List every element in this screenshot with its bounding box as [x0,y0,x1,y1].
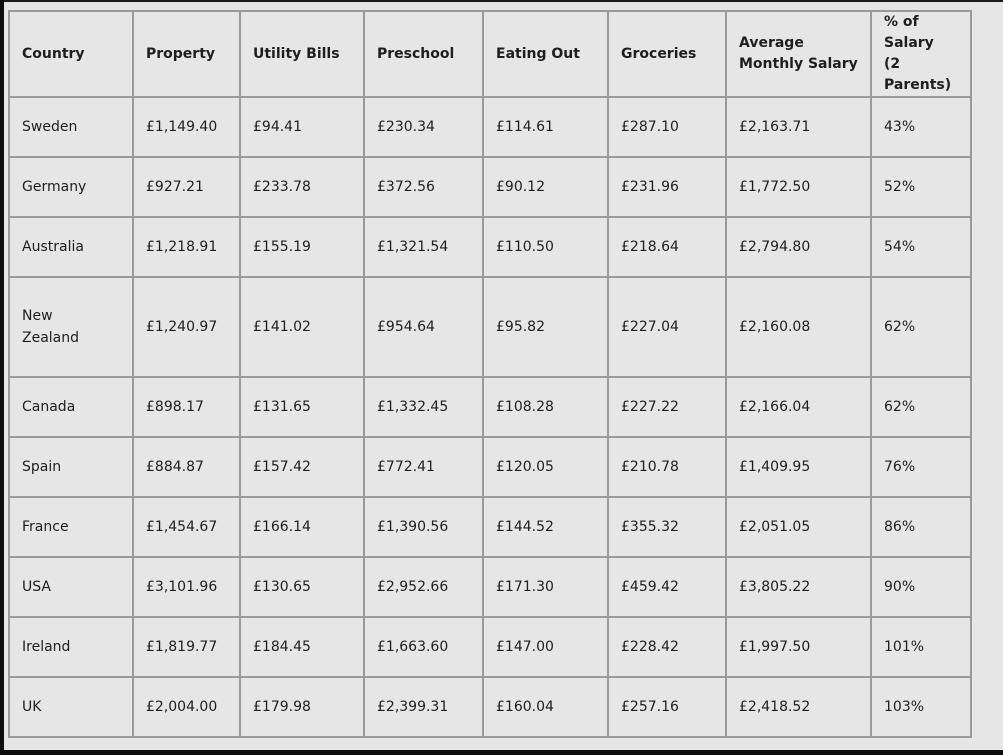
cell-preschool: £2,399.31 [364,677,483,737]
cell-groceries: £228.42 [608,617,726,677]
cell-eating-out: £90.12 [483,157,608,217]
cell-utility-bills: £184.45 [240,617,364,677]
cell-avg-monthly-salary: £2,051.05 [726,497,871,557]
cell-utility-bills: £130.65 [240,557,364,617]
header-row [9,11,971,97]
cell-pct-salary: 76% [871,437,971,497]
cell-avg-monthly-salary: £1,997.50 [726,617,871,677]
header-country: Country [9,11,133,97]
header-pct-line-2: (2 Parents) [884,56,952,93]
cell-avg-monthly-salary: £2,160.08 [726,277,871,377]
cell-avg-monthly-salary: £3,805.22 [726,557,871,617]
table-row [9,677,971,737]
header-avg-monthly-salary [726,11,871,97]
cell-utility-bills: £131.65 [240,377,364,437]
header-utility-bills: Utility Bills [240,11,364,97]
document-page [4,2,1003,750]
cell-country: Ireland [9,617,133,677]
header-pct-salary [871,11,971,97]
cell-preschool: £1,321.54 [364,217,483,277]
cell-property: £927.21 [133,157,240,217]
cell-eating-out: £110.50 [483,217,608,277]
cell-country: Sweden [9,97,133,157]
cell-country: Australia [9,217,133,277]
table-row [9,557,971,617]
cell-pct-salary: 90% [871,557,971,617]
cell-country: Canada [9,377,133,437]
cell-eating-out: £108.28 [483,377,608,437]
table-row [9,437,971,497]
cell-country [9,277,133,377]
cell-preschool: £1,390.56 [364,497,483,557]
childcare-cost-table [8,10,972,738]
cell-country: USA [9,557,133,617]
cell-utility-bills: £155.19 [240,217,364,277]
cell-eating-out: £95.82 [483,277,608,377]
cell-utility-bills: £94.41 [240,97,364,157]
table-row [9,217,971,277]
cell-eating-out: £120.05 [483,437,608,497]
cell-property: £884.87 [133,437,240,497]
cell-eating-out: £114.61 [483,97,608,157]
cell-utility-bills: £166.14 [240,497,364,557]
table-row [9,377,971,437]
table-row [9,97,971,157]
cell-preschool: £2,952.66 [364,557,483,617]
cell-eating-out: £160.04 [483,677,608,737]
country-line-2: Zealand [22,330,80,346]
cell-preschool: £954.64 [364,277,483,377]
cell-pct-salary: 101% [871,617,971,677]
cell-property: £3,101.96 [133,557,240,617]
header-eating-out: Eating Out [483,11,608,97]
cell-pct-salary: 52% [871,157,971,217]
cell-property: £2,004.00 [133,677,240,737]
cell-groceries: £355.32 [608,497,726,557]
cell-avg-monthly-salary: £2,163.71 [726,97,871,157]
cell-eating-out: £144.52 [483,497,608,557]
cell-avg-monthly-salary: £2,166.04 [726,377,871,437]
cell-pct-salary: 62% [871,277,971,377]
table-row [9,617,971,677]
cell-country: Spain [9,437,133,497]
cell-avg-monthly-salary: £2,418.52 [726,677,871,737]
header-pct-line-1: % of Salary [884,14,934,51]
cell-pct-salary: 86% [871,497,971,557]
cell-avg-monthly-salary: £2,794.80 [726,217,871,277]
table-row [9,277,971,377]
cell-eating-out: £171.30 [483,557,608,617]
header-groceries: Groceries [608,11,726,97]
cell-groceries: £210.78 [608,437,726,497]
table-row [9,157,971,217]
cell-eating-out: £147.00 [483,617,608,677]
cell-utility-bills: £233.78 [240,157,364,217]
cell-property: £1,819.77 [133,617,240,677]
cell-groceries: £231.96 [608,157,726,217]
cell-property: £1,454.67 [133,497,240,557]
header-preschool: Preschool [364,11,483,97]
cell-pct-salary: 62% [871,377,971,437]
table-row [9,497,971,557]
cell-groceries: £227.04 [608,277,726,377]
cell-utility-bills: £179.98 [240,677,364,737]
cell-property: £898.17 [133,377,240,437]
cell-pct-salary: 103% [871,677,971,737]
cell-groceries: £257.16 [608,677,726,737]
cell-property: £1,218.91 [133,217,240,277]
cell-preschool: £1,663.60 [364,617,483,677]
cell-groceries: £287.10 [608,97,726,157]
cell-property: £1,240.97 [133,277,240,377]
cell-groceries: £459.42 [608,557,726,617]
header-property: Property [133,11,240,97]
cell-preschool: £1,332.45 [364,377,483,437]
cell-pct-salary: 43% [871,97,971,157]
header-salary-line-2: Monthly Salary [739,56,858,72]
cell-groceries: £218.64 [608,217,726,277]
cell-property: £1,149.40 [133,97,240,157]
cell-country: Germany [9,157,133,217]
cell-preschool: £772.41 [364,437,483,497]
cell-avg-monthly-salary: £1,772.50 [726,157,871,217]
cell-utility-bills: £141.02 [240,277,364,377]
screen-edge-bottom [0,750,1003,755]
cell-country: France [9,497,133,557]
cell-utility-bills: £157.42 [240,437,364,497]
cell-avg-monthly-salary: £1,409.95 [726,437,871,497]
cell-preschool: £230.34 [364,97,483,157]
cell-pct-salary: 54% [871,217,971,277]
header-salary-line-1: Average [739,35,804,51]
country-line-1: New [22,308,53,324]
cell-country: UK [9,677,133,737]
cell-preschool: £372.56 [364,157,483,217]
cell-groceries: £227.22 [608,377,726,437]
